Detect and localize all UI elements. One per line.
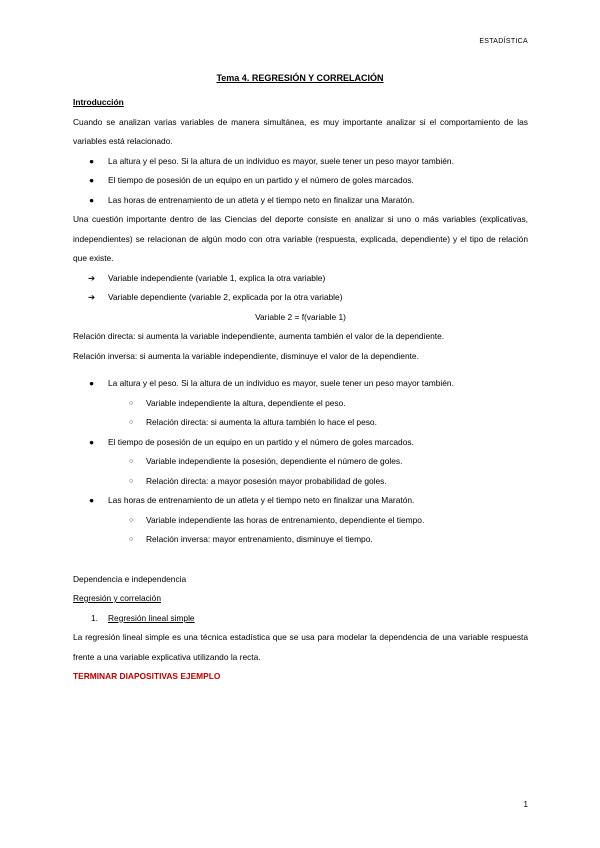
regression-paragraph: La regresión lineal simple es una técnica estadística que se usa para modelar la dependencia de una variable respuesta frente a una variable explicativa utilizando la recta. xyxy=(73,632,528,662)
circle-bullet-icon: ○ xyxy=(129,399,134,407)
document-body xyxy=(73,93,528,687)
list-item: ➔ Variable independiente (variable 1, explica la otra variable) xyxy=(73,269,528,289)
bullet-icon: ● xyxy=(89,175,95,185)
list-item: ● La altura y el peso. Si la altura de un individuo es mayor, suele tener un peso mayor también. xyxy=(73,374,528,394)
sub-list-item: ○ Variable independiente la posesión, dependiente el número de goles. xyxy=(73,452,528,472)
bullet-icon: ● xyxy=(89,378,95,388)
regression-heading: Regresión y correlación xyxy=(73,593,161,603)
dependence-heading: Dependencia e independencia xyxy=(73,573,187,584)
arrow-right-icon: ➔ xyxy=(88,292,96,302)
sub-list-item: ○ Relación directa: si aumenta la altura también lo hace el peso. xyxy=(73,413,528,433)
intro-bullet-list xyxy=(73,152,528,211)
running-header: ESTADÍSTICA xyxy=(479,38,528,45)
regression-numbered-list xyxy=(73,609,528,629)
list-item: ● Las horas de entrenamiento de un atleta y el tiempo neto en finalizar una Maratón. xyxy=(73,491,528,511)
formula: Variable 2 = f(variable 1) xyxy=(255,311,346,322)
list-item: ● Las horas de entrenamiento de un atleta y el tiempo neto en finalizar una Maratón. xyxy=(73,191,528,211)
circle-bullet-icon: ○ xyxy=(129,477,134,485)
circle-bullet-icon: ○ xyxy=(129,419,134,426)
bullet-icon: ● xyxy=(89,436,95,447)
page-title: Tema 4. REGRESIÓN Y CORRELACIÓN xyxy=(216,73,384,83)
intro-paragraph: Cuando se analizan varias variables de manera simultánea, es muy importante analizar si el comportamiento de las variables está relacionado. xyxy=(73,116,528,146)
intro-paragraph-2: Una cuestión importante dentro de las Ciencias del deporte consiste en analizar si uno o más variables (explicativas, independientes) se relacionan de algún modo con otra variable (respuesta, explicada, dependiente) y el tipo de relación que existe. xyxy=(73,214,528,263)
page-number: 1 xyxy=(523,800,528,809)
circle-bullet-icon: ○ xyxy=(129,536,134,543)
sub-list-item: ○ Variable independiente las horas de entrenamiento, dependiente el tiempo. xyxy=(73,511,528,531)
list-item xyxy=(73,609,528,629)
sub-list-item: ○ Relación directa: a mayor posesión mayor probabilidad de goles. xyxy=(73,472,528,492)
arrow-right-icon: ➔ xyxy=(88,272,96,283)
list-item: ● El tiempo de posesión de un equipo en un partido y el número de goles marcados. xyxy=(73,433,528,453)
variable-arrow-list xyxy=(73,269,528,308)
list-item: ● La altura y el peso. Si la altura de un individuo es mayor, suele tener un peso mayor también. xyxy=(73,152,528,172)
list-item: ➔ Variable dependiente (variable 2, explicada por la otra variable) xyxy=(73,288,528,308)
circle-bullet-icon: ○ xyxy=(129,458,134,465)
bullet-icon: ● xyxy=(89,194,95,205)
examples-list xyxy=(73,374,528,550)
sub-list-item: ○ Variable independiente la altura, dependiente el peso. xyxy=(73,394,528,414)
circle-bullet-icon: ○ xyxy=(129,516,134,524)
todo-note: TERMINAR DIAPOSITIVAS EJEMPLO xyxy=(73,671,221,681)
item-number: 1. xyxy=(91,612,98,623)
direct-relation: Relación directa: si aumenta la variable independiente, aumenta también el valor de la dependiente. xyxy=(73,331,445,341)
bullet-icon: ● xyxy=(89,495,95,505)
bullet-icon: ● xyxy=(89,155,95,166)
sub-list-item: ○ Relación inversa: mayor entrenamiento, disminuye el tiempo. xyxy=(73,530,528,550)
inverse-relation: Relación inversa: si aumenta la variable independiente, disminuye el valor de la dependiente. xyxy=(73,350,419,361)
intro-heading: Introducción xyxy=(73,97,124,107)
item-title: Regresión lineal simple xyxy=(108,612,195,623)
list-item: ● El tiempo de posesión de un equipo en un partido y el número de goles marcados. xyxy=(73,171,528,191)
